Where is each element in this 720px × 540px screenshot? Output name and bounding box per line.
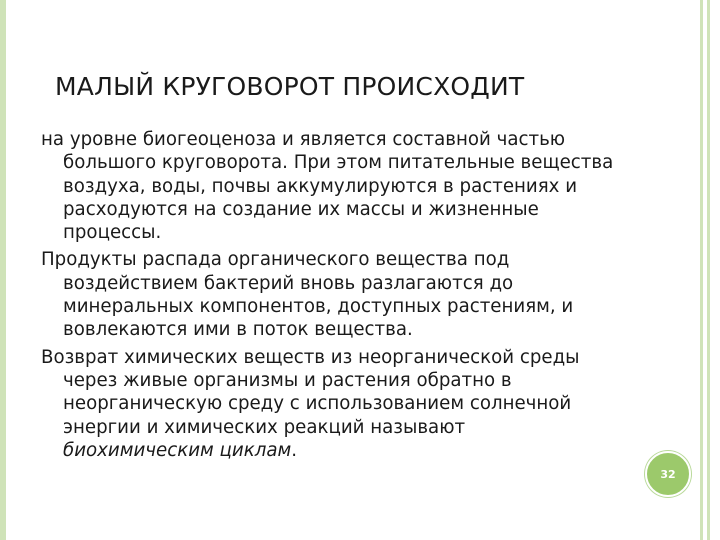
page-number-badge — [645, 451, 691, 497]
frame-top — [0, 0, 720, 6]
slide-body — [41, 128, 616, 466]
slide-title: МАЛЫЙ КРУГОВОРОТ ПРОИСХОДИТ — [55, 72, 525, 101]
paragraph-end-period: . — [291, 439, 298, 461]
frame-right-border-inner — [707, 0, 710, 540]
paragraph-biochemical-cycles — [41, 346, 616, 462]
frame-right-border-outer — [700, 0, 703, 540]
page-number: 32 — [660, 467, 676, 481]
frame-left-border — [0, 0, 6, 540]
biochemical-cycles-term: биохимическим циклам — [63, 439, 292, 461]
paragraph-decomposition: Продукты распада органического вещества под воздействием бактерий вновь разлагаются до минеральных компонентов, доступных растениям, и вовлекаются ими в поток вещества. — [41, 249, 574, 341]
paragraph-small-cycle: на уровне биогеоценоза и является составной частью большого круговорота. При этом питательные вещества воздуха, воды, почвы аккумулируются в растениях и расходуются на создание их массы и жизненные процессы. — [41, 129, 614, 244]
paragraph-biochemical-text: Возврат химических веществ из неорганической среды через живые организмы и растения обратно в неорганическую среду с использованием солнечной энергии и химических реакций называют — [41, 346, 580, 438]
